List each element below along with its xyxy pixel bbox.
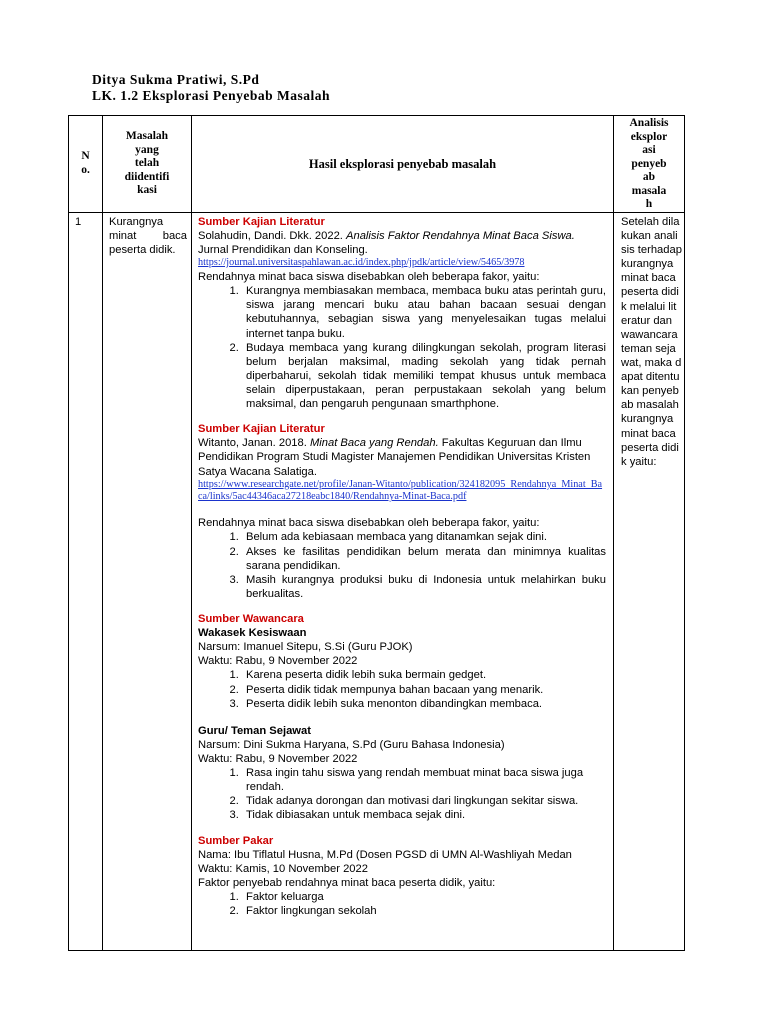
- source5-nama: Nama: Ibu Tiflatul Husna, M.Pd (Dosen PGSD di UMN Al-Washliyah Medan: [198, 848, 572, 861]
- problem-cell: Kurangnya minat baca peserta didik.: [103, 212, 192, 950]
- source4-list: [198, 766, 606, 822]
- list-item: 1. Faktor keluarga: [242, 890, 606, 904]
- table-row: [69, 212, 685, 950]
- source2-list: [198, 530, 606, 601]
- source5-waktu: Waktu: Kamis, 10 November 2022: [198, 862, 368, 875]
- list-item: 2. Tidak adanya dorongan dan motivasi dari lingkungan sekitar siswa.: [242, 794, 606, 808]
- source3-waktu: Waktu: Rabu, 9 November 2022: [198, 655, 358, 668]
- source1-citation: Solahudin, Dandi. Dkk. 2022. Analisis Faktor Rendahnya Minat Baca Siswa. Jurnal Prendidikan dan Konseling.: [198, 230, 575, 257]
- header-result: Hasil eksplorasi penyebab masalah: [192, 116, 614, 213]
- exploration-table: [68, 115, 685, 951]
- list-item: 2. Peserta didik tidak mempunya bahan bacaan yang menarik.: [242, 683, 606, 697]
- source2-citation: Witanto, Janan. 2018. Minat Baca yang Rendah. Fakultas Keguruan dan Ilmu Pendidikan Program Studi Magister Manajemen Pendidikan Universitas Kristen Satya Wacana Salatiga.: [198, 437, 591, 478]
- source4-narsum: Narsum: Dini Sukma Haryana, S.Pd (Guru Bahasa Indonesia): [198, 738, 505, 751]
- list-item: 2. Budaya membaca yang kurang dilingkungan sekolah, program literasi belum berjalan maksimal, mading sekolah yang tidak pernah diperbaharui, sekolah tidak memiliki tempat khusus untuk membaca selain diperpustakaan, peran perpustakaan sekolah yang belum maksimal, dan pengaruh pengunaan smarthphone.: [242, 341, 606, 412]
- source2-link[interactable]: https://www.researchgate.net/profile/Janan-Witanto/publication/324182095_Rendahnya_Minat_Baca/links/5ac44346aca27218eabc1840/Rendahnya-Minat-Baca.pdf: [198, 478, 603, 503]
- list-item: 3. Peserta didik lebih suka menonton dibandingkan membaca.: [242, 697, 606, 711]
- list-item: 3. Tidak dibiasakan untuk membaca sejak dini.: [242, 808, 606, 822]
- list-item: 2. Faktor lingkungan sekolah: [242, 904, 606, 918]
- row-number: 1: [69, 212, 103, 950]
- source1-link[interactable]: https://journal.universitaspahlawan.ac.id/index.php/jpdk/article/view/5465/3978: [198, 257, 525, 269]
- result-cell: [192, 212, 614, 950]
- source2-heading: Sumber Kajian Literatur: [198, 423, 325, 436]
- source4-waktu: Waktu: Rabu, 9 November 2022: [198, 752, 358, 765]
- header-analysis: Analisis eksplor asi penyeb ab masala h: [614, 116, 685, 213]
- source3-heading: Sumber Wawancara: [198, 612, 304, 625]
- table-header-row: [69, 116, 685, 213]
- list-item: 3. Masih kurangnya produksi buku di Indonesia untuk melahirkan buku berkualitas.: [242, 573, 606, 601]
- list-item: 2. Akses ke fasilitas pendidikan belum merata dan minimnya kualitas sarana pendidikan.: [242, 545, 606, 573]
- header-problem: Masalah yang telah diidentifi kasi: [103, 116, 192, 213]
- source3-narsum: Narsum: Imanuel Sitepu, S.Si (Guru PJOK): [198, 641, 413, 654]
- source5-heading: Sumber Pakar: [198, 834, 274, 847]
- source3-role: Wakasek Kesiswaan: [198, 627, 307, 640]
- document-title: LK. 1.2 Eksplorasi Penyebab Masalah: [92, 88, 331, 103]
- list-item: 1. Rasa ingin tahu siswa yang rendah membuat minat baca siswa juga rendah.: [242, 766, 606, 794]
- list-item: 1. Kurangnya membiasakan membaca, membaca buku atas perintah guru, siswa jarang mencari buku atau bahan bacaan sesuai dengan kebutuhannya, sebagian siswa yang menyelesaikan tugas melalui internet tanpa buku.: [242, 284, 606, 340]
- list-item: 1. Belum ada kebiasaan membaca yang ditanamkan sejak dini.: [242, 530, 606, 544]
- source1-heading: Sumber Kajian Literatur: [198, 215, 325, 228]
- source3-list: [198, 668, 606, 710]
- source2-intro: Rendahnya minat baca siswa disebabkan oleh beberapa fakor, yaitu:: [198, 517, 540, 530]
- header-no: N o.: [69, 116, 103, 213]
- source5-list: [198, 890, 606, 918]
- list-item: 1. Karena peserta didik lebih suka bermain gedget.: [242, 668, 606, 682]
- source1-intro: Rendahnya minat baca siswa disebabkan oleh beberapa fakor, yaitu:: [198, 271, 540, 284]
- source1-list: [198, 284, 606, 411]
- analysis-cell: Setelah dilakukan analisis terhadap kurangnya minat baca peserta didik melalui literatur dan wawancara teman sejawat, maka dapat ditentukan penyebab masalah kurangnya minat baca peserta didik yaitu:: [614, 212, 685, 950]
- source5-intro: Faktor penyebab rendahnya minat baca peserta didik, yaitu:: [198, 876, 496, 889]
- author-name: Ditya Sukma Pratiwi, S.Pd: [92, 72, 260, 87]
- source4-role: Guru/ Teman Sejawat: [198, 724, 311, 737]
